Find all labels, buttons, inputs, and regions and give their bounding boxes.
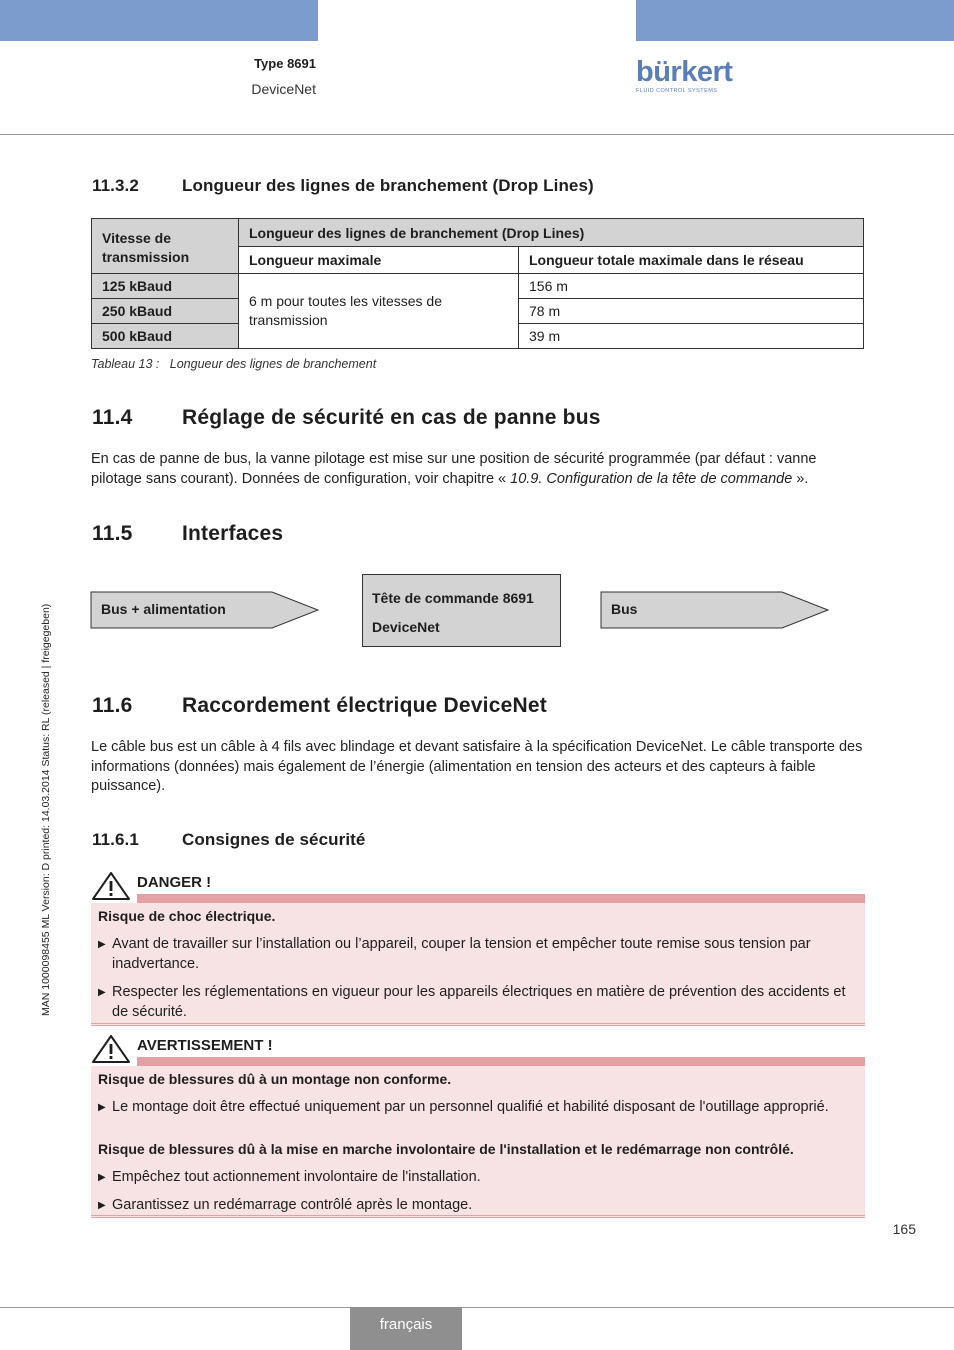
speed-cell: 500 kBaud	[92, 324, 239, 349]
total-length-cell: 156 m	[519, 274, 864, 299]
bullet-text: Avant de travailler sur l’installation ou l’appareil, couper la tension et empêcher toute remise sous tension par inadvertance.	[112, 936, 811, 972]
col-header-speed: Vitesse de transmission	[92, 219, 239, 274]
chapter-reference: 10.9. Configuration de la tête de commande	[510, 470, 793, 487]
bullet-arrow-icon: ▶	[98, 939, 106, 950]
header-bar-right	[636, 0, 954, 41]
bus-label: Bus	[611, 601, 638, 617]
command-head-label: Tête de commande 8691	[372, 590, 534, 606]
bullet-arrow-icon: ▶	[98, 987, 106, 998]
section-number: 11.6.1	[92, 830, 139, 849]
section-11-6-heading	[92, 694, 547, 718]
warning-bar	[137, 1057, 865, 1066]
max-length-cell: 6 m pour toutes les vitesses de transmission	[239, 274, 519, 349]
bus-power-label: Bus + alimentation	[101, 601, 226, 617]
col-header-group: Longueur des lignes de branchement (Drop Lines)	[239, 219, 864, 247]
logo-tagline: FLUID CONTROL SYSTEMS	[636, 88, 718, 94]
warning-body	[91, 1066, 865, 1218]
section-11-4-heading	[92, 406, 601, 430]
danger-risk: Risque de choc électrique.	[98, 908, 276, 924]
table-row	[92, 274, 864, 299]
section-number: 11.4	[92, 406, 133, 429]
section-11-6-body: Le câble bus est un câble à 4 fils avec blindage et devant satisfaire à la spécification DeviceNet. Le câble transporte des informations (données) mais également de l’énergie (alimentation en tension des acteurs et des capteurs à faible puissance).	[91, 739, 863, 794]
section-title: Longueur des lignes de branchement (Drop Lines)	[182, 176, 594, 195]
section-title: Interfaces	[182, 522, 284, 545]
header-bar-left	[0, 0, 318, 41]
danger-bar	[137, 894, 865, 903]
drop-lines-table	[91, 218, 864, 349]
caption-text: Longueur des lignes de branchement	[169, 357, 377, 371]
header-divider	[0, 134, 954, 135]
interfaces-diagram	[0, 570, 954, 650]
section-11-4-body	[91, 450, 863, 489]
section-title: Réglage de sécurité en cas de panne bus	[182, 406, 601, 429]
footer-divider	[0, 1307, 954, 1308]
warning-title: AVERTISSEMENT !	[137, 1037, 273, 1054]
bullet-arrow-icon: ▶	[98, 1200, 106, 1211]
bullet-text: Garantissez un redémarrage contrôlé après le montage.	[112, 1197, 473, 1213]
command-head-box	[362, 574, 561, 647]
danger-block	[91, 874, 865, 1026]
caption-label: Tableau 13 :	[91, 357, 160, 371]
warning-risk-2: Risque de blessures dû à la mise en marche involontaire de l'installation et le redémarrage non contrôlé.	[98, 1141, 794, 1157]
bullet-arrow-icon: ▶	[98, 1172, 106, 1183]
warning-risk-1: Risque de blessures dû à un montage non conforme.	[98, 1071, 452, 1087]
doc-subtitle: DeviceNet	[251, 81, 316, 97]
logo-text: bürkert	[636, 56, 733, 88]
total-length-cell: 78 m	[519, 299, 864, 324]
danger-body	[91, 903, 865, 1026]
doc-type-label: Type 8691	[254, 56, 316, 71]
bullet-text: Respecter les réglementations en vigueur pour les appareils électriques en matière de prévention des accidents et de sécurité.	[112, 984, 846, 1020]
col-header-max-length: Longueur maximale	[239, 247, 519, 274]
section-number: 11.3.2	[92, 176, 139, 195]
bullet-text: Le montage doit être effectué uniquement par un personnel qualifié et habilité disposant de l'outillage approprié.	[112, 1099, 829, 1115]
warning-bullet	[98, 1168, 860, 1188]
warning-bullet	[98, 1196, 860, 1216]
section-number: 11.5	[92, 522, 133, 545]
col-header-total-length: Longueur totale maximale dans le réseau	[519, 247, 864, 274]
body-text: En cas de panne de bus, la vanne pilotage est mise sur une position de sécurité programmée (par défaut : vanne pilotage sans courant). Données de configuration, voir chapitre «	[91, 451, 817, 487]
danger-bullet	[98, 983, 860, 1022]
section-title: Consignes de sécurité	[182, 830, 366, 849]
danger-title: DANGER !	[137, 874, 212, 891]
devicenet-label: DeviceNet	[372, 619, 440, 635]
section-11-5-heading	[92, 522, 283, 546]
section-11-3-2-heading	[92, 176, 594, 196]
speed-cell: 250 kBaud	[92, 299, 239, 324]
speed-cell: 125 kBaud	[92, 274, 239, 299]
section-title: Raccordement électrique DeviceNet	[182, 694, 547, 717]
table-caption	[91, 357, 376, 371]
language-tab: français	[350, 1307, 462, 1350]
bullet-text: Empêchez tout actionnement involontaire de l'installation.	[112, 1169, 481, 1185]
section-11-6-1-heading	[92, 830, 366, 850]
warning-block	[91, 1037, 865, 1220]
section-number: 11.6	[92, 694, 133, 717]
side-print-info: MAN 1000098455 ML Version: D printed: 14.03.2014 Status: RL (released | freigegeben)	[40, 603, 52, 1016]
danger-bullet	[98, 935, 860, 974]
bullet-arrow-icon: ▶	[98, 1102, 106, 1113]
body-text-end: ».	[792, 470, 809, 487]
warning-bullet	[98, 1098, 860, 1118]
warning-triangle-icon	[91, 871, 131, 901]
total-length-cell: 39 m	[519, 324, 864, 349]
warning-triangle-icon	[91, 1034, 131, 1064]
page-number: 165	[892, 1221, 916, 1237]
burkert-logo	[636, 58, 736, 96]
